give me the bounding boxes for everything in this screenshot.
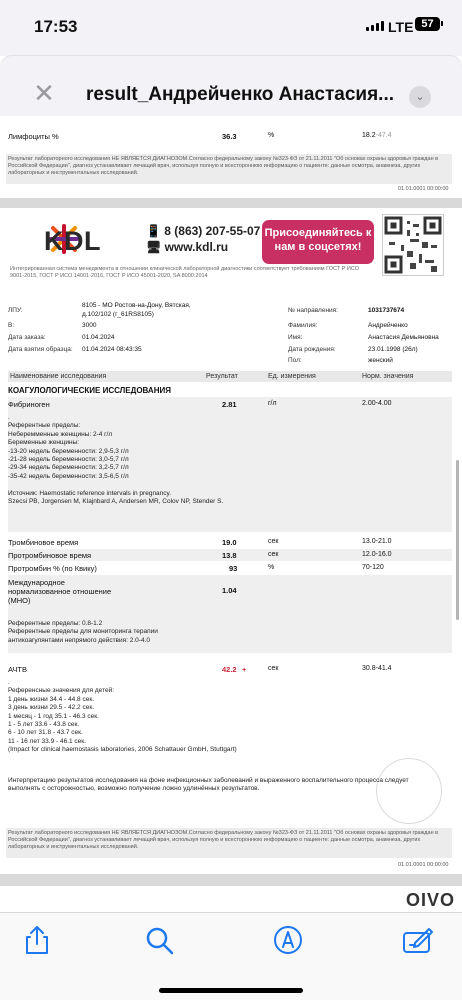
home-indicator [159, 988, 303, 993]
pdf-document-view[interactable] [0, 116, 462, 912]
ptime-unit: сек [268, 551, 279, 558]
ptime-ref: 12.0-16.0 [362, 551, 392, 558]
name-label: Имя: [288, 334, 303, 341]
inr-name: Международное нормализованное отношение (МНО) [8, 578, 112, 605]
order-date-value: 01.04.2024 [82, 334, 115, 341]
markup-icon[interactable] [271, 923, 305, 957]
doc-code: 01.01.0001 00:00:00 [398, 186, 449, 192]
signal-icon [366, 21, 384, 31]
scrollbar[interactable] [456, 460, 459, 620]
network-label: LTE [388, 19, 414, 35]
ppct-value: 93 [229, 564, 238, 573]
footer-doc-code: 01.01.0001 00:00:00 [398, 862, 449, 868]
sex-value: женский [368, 357, 393, 364]
aptt-ref: 30.8-41.4 [362, 665, 392, 672]
ptime-name: Протромбиновое время [8, 551, 92, 560]
lpu-label: ЛПУ: [8, 307, 23, 314]
v-value: 3000 [82, 322, 97, 329]
document-title: result_Андрейченко Анастасия... [86, 84, 395, 105]
status-bar [0, 0, 462, 56]
thrombin-unit: сек [268, 538, 279, 545]
chevron-down-icon[interactable]: ⌄ [409, 86, 431, 108]
social-promo-banner: Присоединяйтесь к нам в соцсетях! [262, 220, 374, 264]
bottom-toolbar [0, 912, 462, 1000]
prev-test-name: Лимфоциты % [8, 132, 59, 141]
battery-tip [441, 21, 443, 26]
thrombin-name: Тромбиновое время [8, 538, 79, 547]
sample-date-value: 01.04.2024 08:43:35 [82, 346, 142, 353]
fibrinogen-ref: 2.00-4.00 [362, 400, 392, 407]
inr-value: 1.04 [222, 586, 237, 595]
prev-ref-high: -47.4 [375, 132, 392, 139]
interpretation-note: Интерпретацию результатов исследования на фоне инфекционных заболеваний и выраженного воспалительного процесса следует выполнять с осторожностью, возможно получение ложно удлинённых результатов. [8, 777, 409, 793]
col-result: Результат [206, 373, 238, 380]
ppct-name: Протромбин % (по Квику) [8, 564, 97, 573]
col-unit: Ед. измерения [268, 373, 316, 380]
lpu-value: 8105 - МО Ростов-на-Дону, Вятская, д.102/102 (г_61RS8105) [82, 302, 191, 318]
page-gap-2 [0, 874, 462, 886]
fibrinogen-value: 2.81 [222, 400, 237, 409]
order-date-label: Дата заказа: [8, 334, 46, 341]
aptt-flag: + [242, 665, 247, 674]
ptime-value: 13.8 [222, 551, 237, 560]
fibrinogen-name: Фибриноген [8, 400, 50, 409]
status-time: 17:53 [34, 17, 78, 36]
fibrinogen-ref-text: . Референтные пределы: Неберемменные женщины: 2-4 г/л Беременные женщины: -13-20 недель беременности: 2,9-5,3 г/л -21-28 недель беременности: 3,0-5,7 г/л -29-34 недель беременности: 3,2-5,7 г/л -35-42 недель беременности: 3,5-6,5 г/л Источник: Haemostatic reference intervals in pregnancy. Szecsi PB, Jorgensen M, Klajnbard A, Andersen MR, Colov NP, Stender S. [8, 414, 224, 506]
section-title: КОАГУЛОЛОГИЧЕСКИЕ ИССЛЕДОВАНИЯ [8, 386, 171, 395]
close-icon[interactable]: ✕ [33, 78, 55, 108]
prev-test-ref [362, 132, 392, 139]
col-ref: Норм. значения [362, 373, 414, 380]
v-label: В: [8, 322, 15, 329]
aptt-unit: сек [268, 665, 279, 672]
ppct-unit: % [268, 564, 275, 571]
search-icon[interactable] [143, 923, 177, 957]
direction-label: № направления: [288, 307, 338, 314]
ppct-ref: 70-120 [362, 564, 384, 571]
prev-ref-low: 18.2 [362, 132, 376, 139]
birth-label: Дата рождения: [288, 346, 336, 353]
edit-icon[interactable] [401, 923, 435, 957]
share-icon[interactable] [20, 923, 54, 957]
sex-label: Пол: [288, 357, 302, 364]
inr-ref-text: Референтные пределы: 0.8-1.2 Референтные пределы для мониторинга терапии антикоагулянтами непрямого действия: 2.0-4.0 [8, 620, 158, 644]
sample-date-label: Дата взятия образца: [8, 346, 73, 353]
brand-name: KDL [44, 226, 101, 256]
fibrinogen-unit: г/л [268, 400, 277, 407]
thrombin-value: 19.0 [222, 538, 237, 547]
battery-icon: 57 [415, 17, 440, 31]
birth-value: 23.01.1998 (26л) [368, 346, 418, 353]
prev-test-value: 36.3 [222, 132, 237, 141]
surname-label: Фамилия: [288, 322, 318, 329]
qr-code-icon [382, 214, 444, 276]
prev-test-unit: % [268, 132, 275, 139]
iso-statement: Интегрированная система менеджмента в отношении клинической лабораторной диагностики соответствует требованиям ГОСТ Р ИСО 9001-2015, ГОСТ Р ИСО 14001-2016, ГОСТ Р ИСО 45001-2020, SA 8000:2014 [10, 266, 359, 279]
aptt-ref-text: . Референсные значения для детей: 1 день жизни 34.4 - 44.8 сек. 3 день жизни 29.5 - 42.2 сек. 1 месяц - 1 год 35.1 - 46.3 сек. 1 - 5 лет 33.6 - 43.8 сек. 6 - 10 лет 31.8 - 43.7 сек. 11 - 16 лет 33.9 - 46.1 сек. (Impact for clinical haemostasis laboratories, 2006 Schattauer GmbH, Stuttgart) [8, 679, 237, 754]
surname-value: Андрейченко [368, 322, 408, 329]
next-page-peek: OIVO [406, 890, 456, 910]
name-value: Анастасия Демьяновна [368, 334, 439, 341]
aptt-value: 42.2 [222, 665, 237, 674]
lab-site: 🖥 www.kdl.ru [146, 240, 229, 254]
direction-value: 1031737674 [368, 307, 405, 314]
disclaimer-text: Результат лабораторного исследования НЕ ЯВЛЯЕТСЯ ДИАГНОЗОМ.Согласно федеральному закону №323-ФЗ от 21.11.2011 "Об основах охраны здоровья граждан в Российской Федерации", диагноз устанавливает лечащий врач, используя полную и всестороннюю информацию о пациенте: данные осмотра, анамнеза, других лабораторных и инструментальных исследований. [8, 156, 439, 176]
lab-phone: 📱 8 (863) 207-55-07 [146, 224, 261, 238]
aptt-name: АЧТВ [8, 665, 27, 674]
thrombin-ref: 13.0-21.0 [362, 538, 392, 545]
col-name: Наименование исследования [10, 373, 107, 380]
footer-disclaimer-text: Результат лабораторного исследования НЕ ЯВЛЯЕТСЯ ДИАГНОЗОМ.Согласно федеральному закону №323-ФЗ от 21.11.2011 "Об основах охраны здоровья граждан в Российской Федерации", диагноз устанавливает лечащий врач, используя полную и всестороннюю информацию о пациенте: данные осмотра, анамнеза, других лабораторных и инструментальных исследований. [8, 830, 439, 850]
page-gap [0, 198, 462, 208]
